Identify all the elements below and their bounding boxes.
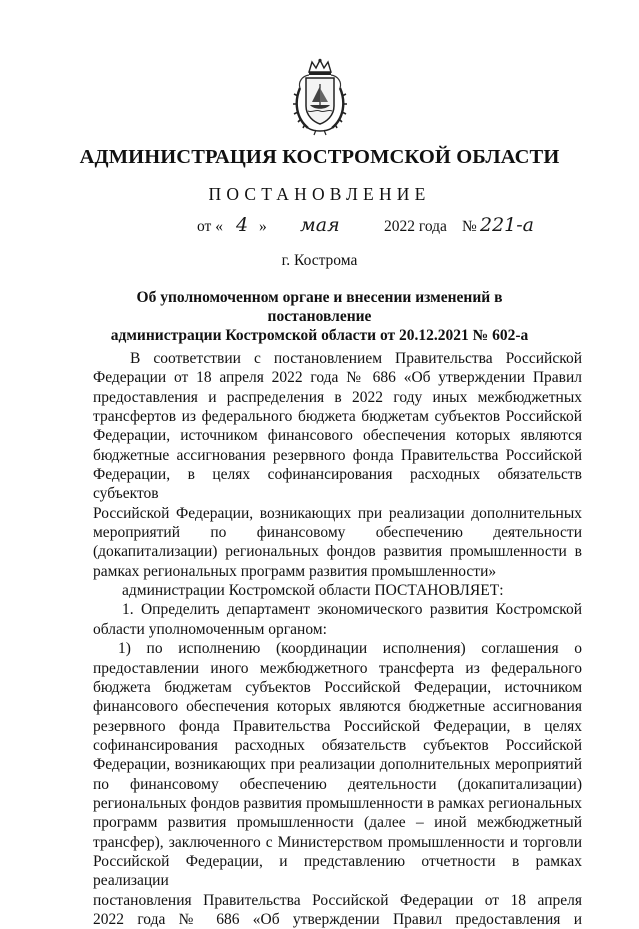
subject-line: администрации Костромской области от 20.12.2021 № 602-а — [110, 327, 529, 344]
body-line: (докапитализации) региональных фондов развития промышленности в — [93, 543, 582, 561]
date-year: 2022 года — [384, 218, 447, 235]
city-line: г. Кострома — [281, 252, 358, 269]
body-line: Федерации, источником финансового обеспечения которых являются — [93, 427, 582, 445]
body-line: резервного фонда Правительства Российской Федерации, в целях — [93, 717, 582, 735]
body-line: бюджета бюджетам субъектов Российской Федерации, источником — [93, 678, 582, 696]
date-prefix: от « — [197, 218, 223, 235]
body-line: Федерации, возникающих при реализации дополнительных мероприятий — [93, 756, 582, 774]
body-line: постановления Правительства Российской Федерации от 18 апреля — [93, 891, 582, 909]
body-line: предоставления и распределения в 2022 году иных межбюджетных — [93, 388, 582, 406]
body-line: бюджетные ассигнования резервного фонда Правительства Российской — [93, 446, 582, 464]
body-line: по финансовому обеспечению деятельности (докапитализации) — [93, 775, 582, 793]
document-subject — [90, 288, 549, 345]
body-line: Российской Федерации, и представлению отчетности в рамках реализации — [93, 852, 582, 890]
body-line: В соответствии с постановлением Правительства Российской — [130, 350, 582, 367]
document-number-handwritten: 221-а — [480, 214, 535, 236]
date-day-handwritten: 4 — [236, 214, 249, 236]
coat-of-arms-icon — [292, 58, 348, 136]
body-line: 2022 года № 686 «Об утверждении Правил предоставления и — [93, 910, 582, 928]
date-month-handwritten: мая — [300, 214, 340, 236]
body-line: Российской Федерации, возникающих при реализации дополнительных — [93, 504, 582, 522]
body-line: региональных фондов развития промышленности в рамках региональных — [93, 794, 582, 812]
body-line: программ развития промышленности (далее – иной межбюджетный — [93, 814, 582, 832]
body-line: Федерации от 18 апреля 2022 года № 686 «Об утверждении Правил — [93, 369, 582, 387]
body-line: мероприятий по финансовому обеспечению деятельности — [93, 524, 582, 542]
body-line: рамках региональных программ развития промышленности» — [93, 562, 497, 580]
document-body — [93, 349, 582, 929]
body-line: финансового обеспечения которых являются бюджетные ассигнования — [93, 698, 582, 716]
subject-line: Об уполномоченном органе и внесении изменений в постановление — [136, 289, 503, 325]
date-line — [0, 214, 639, 244]
body-line: предоставлении иного межбюджетного трансферта из федерального — [93, 659, 582, 677]
body-line: Федерации, в целях софинансирования расходных обязательств субъектов — [93, 466, 582, 503]
body-line: 1. Определить департамент экономического развития Костромской — [122, 601, 582, 619]
body-line: 1) по исполнению (координации исполнения) соглашения о — [118, 640, 582, 658]
body-line: области уполномоченным органом: — [93, 620, 327, 638]
document-type-title: ПОСТАНОВЛЕНИЕ — [208, 184, 431, 204]
body-line: администрации Костромской области ПОСТАНОВЛЯЕТ: — [122, 582, 504, 600]
body-line: софинансирования расходных обязательств субъектов Российской — [93, 736, 582, 754]
date-close-quote: » — [259, 218, 267, 235]
body-line: трансфертов из федерального бюджета бюджетам субъектов Российской — [93, 408, 582, 426]
body-line: трансфер), заключенного с Министерством промышленности и торговли — [93, 833, 582, 851]
organization-title: АДМИНИСТРАЦИЯ КОСТРОМСКОЙ ОБЛАСТИ — [79, 146, 560, 168]
number-sign: № — [462, 218, 477, 235]
